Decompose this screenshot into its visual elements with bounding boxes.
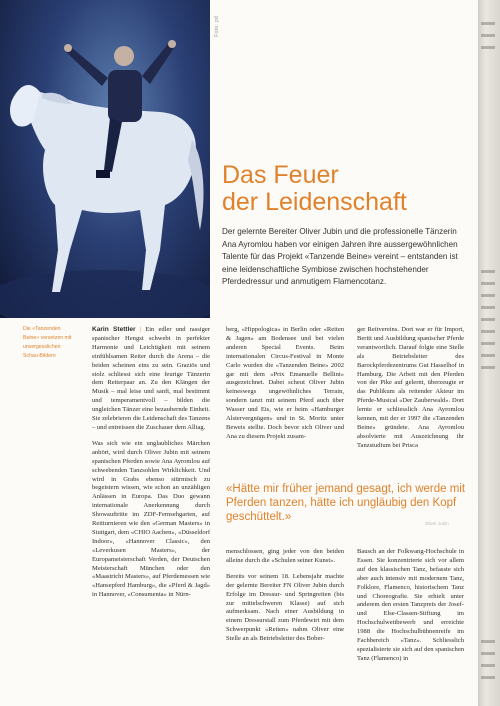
ghost-line	[481, 306, 495, 309]
paragraph-text: Ein edler und rassiger spanischer Hengst schwebt in perfekter Harmonie und Leichtigkeit mit seinem einfühlsamen Reiter durch die Arena – die beiden scheinen eins zu sein. Graziös und stolz schliesst sich eine feurige Tänzerin dem Reiterpaar an. Zu den Klängen der Musik – mal leise und sanft, mal bestimmt und temperamentvoll – bilden die ungleichen Tänzer eine bezaubernde Einheit. Sie zelebrieren die Leidenschaft des Tanzens – und entreissen die Zuschauer dem Alltag.	[92, 326, 210, 431]
paragraph: Bausch an der Folkwang-Hochschule in Essen. Sie konzentrierte sich vor allem auf den klassischen Tanz, befasste sich aber auch intensiv mit modernem Tanz, Folklore, Flamenco, historischem Tanz und Choreografie. Sie erhielt unter anderem den ersten Tanzpreis der Josef- und Else-Classen-Stiftung im Hochschulwettbewerb und erreichte 1988 die Hochschulbühnenreife im Fachbereich «Tanz». Schliesslich spezialisierte sie sich auf den spanischen Tanz (Flamenco) in	[357, 548, 464, 662]
rider-horse-photo	[0, 0, 210, 318]
next-page-edge	[478, 0, 500, 706]
ghost-line	[481, 342, 495, 345]
paragraph: berg, «Hippologica» in Berlin oder «Reiten & Jagen» am Bodensee und bei vielen anderen Special Events. Beim internationalen Circus-Festival in Monte Carlo wurden die «Tanzenden Beine» 2002 gar mit dem «Prix Emanuelle Bellini» ausgezeichnet. Dabei scheut Oliver Jubin keineswegs ungewöhnliches Terrain, sondern tanzt mit seinem Pferd auch über Wasser und Eis, wie er beim «Hamburger Alstervergnügen» und in St. Moritz unter Beweis stellte. Doch bevor sich Oliver und Ana zu diesem Projekt zusam-	[226, 326, 344, 440]
ghost-line	[481, 22, 495, 25]
paragraph: Bereits vor seinem 18. Lebensjahr machte der gelernte Bereiter FN Oliver Jubin durch Erfolge im Dressur- und Springreiten (bis zur mittelschweren Klasse) auf sich aufmerksam. Nach einer Ausbildung in einem Dressurstall zum Pferdewirt mit dem Schwerpunkt «Reiten» nahm Oliver eine Stelle an als Betriebsleiter des Bober-	[226, 572, 344, 643]
ghost-line	[481, 354, 495, 357]
ghost-line	[481, 318, 495, 321]
page-gutter	[478, 0, 500, 706]
column-2	[226, 326, 344, 449]
column-3-lower	[357, 548, 464, 671]
paragraph: Was sich wie ein unglaubliches Märchen anhört, wird durch Oliver Jubin mit seinem spanischen Pferden sowie Ana Ayromlou auf schwebenden Tanzsohlen Wirklichkeit. Und wird in Grabs ebenso stürmisch zu begeistern wissen, wie schon an unzähligen Anlässen in Europa. Das Duo gewann internationale Anerkennung durch Showauftritte im ZDF-Fernsehgarten, auf Reitturnieren wie den «German Masters» in Stuttgart, dem «CHIO Aachen», «Düsseldorf Indoor», «Hannover Classic», den «Leverkusen Masters», der Europameisterschaft Verden, der Deutschen Meisterschaft München oder den «Maastricht Masters», auf Pferdemessen wie «Hansepferd Hamburg», die «Pferd & Jagd» in Hannover, «Consumenta» in Nürn-	[92, 439, 210, 599]
ghost-line	[481, 330, 495, 333]
ghost-line	[481, 664, 495, 667]
paragraph	[92, 326, 210, 433]
title-line-1: Das Feuer	[222, 161, 339, 189]
ghost-line	[481, 294, 495, 297]
ghost-line	[481, 34, 495, 37]
ghost-line	[481, 366, 495, 369]
pull-quote: «Hätte mir früher jemand gesagt, ich werde mit Pferden tanzen, hätte ich ungläubig den Kopf geschüttelt.»	[226, 483, 466, 523]
photo-credit: Foto: pd	[214, 16, 220, 37]
pull-quote-source: Oliver Jubin	[425, 521, 449, 526]
paragraph: ger Reitvereins. Dort war er für Import, Beritt und Ausbildung spanischer Pferde verantwortlich. Darauf folgte eine Stelle als Betriebsleiter des Barockpferdezentrums Gut Hasselhof in Hamburg. Die Arbeit mit den Pferden von der Pike auf gelernt, überzeugte er das Publikum als reitender Akteur im Pferde-Musical «Der Zauberwald». Dort lernte er schliesslich Ana Ayromlou kennen, mit der er 1997 die «Tanzenden Beine» gründete. Ana Ayromlou absolvierte mit Auszeichnung ihr Tanzstudium bei Prisca	[357, 326, 464, 449]
ghost-line	[481, 652, 495, 655]
photo-illustration	[0, 0, 210, 318]
author-name: Karin Stettler	[92, 326, 136, 333]
photo-caption: Die «Tanzenden Beine» versetzen mit unvergesslichen Schau-Bildern	[23, 326, 72, 359]
title-line-2: der Leidenschaft	[222, 188, 407, 216]
ghost-line	[481, 46, 495, 49]
column-1	[92, 326, 210, 607]
ghost-line	[481, 676, 495, 679]
ghost-line	[481, 270, 495, 273]
ghost-line	[481, 640, 495, 643]
column-2-lower	[226, 548, 344, 651]
paragraph: menschlossen, ging jeder von den beiden alleine durch die «Schulen seiner Kunst».	[226, 548, 344, 564]
article-title	[222, 162, 462, 216]
ghost-line	[481, 282, 495, 285]
column-3	[357, 326, 464, 458]
lead-paragraph: Der gelernte Bereiter Oliver Jubin und die professionelle Tänzerin Ana Ayromlou haben vor einigen Jahren ihre aussergewöhnlichen Talente für das Projekt «Tanzende Beine» vereint – entstanden ist eine leidenschaftliche Symbiose zwischen hochstehender Pferdedressur und anmutigem Flamencotanz.	[222, 227, 458, 286]
author-separator: |	[139, 326, 142, 333]
